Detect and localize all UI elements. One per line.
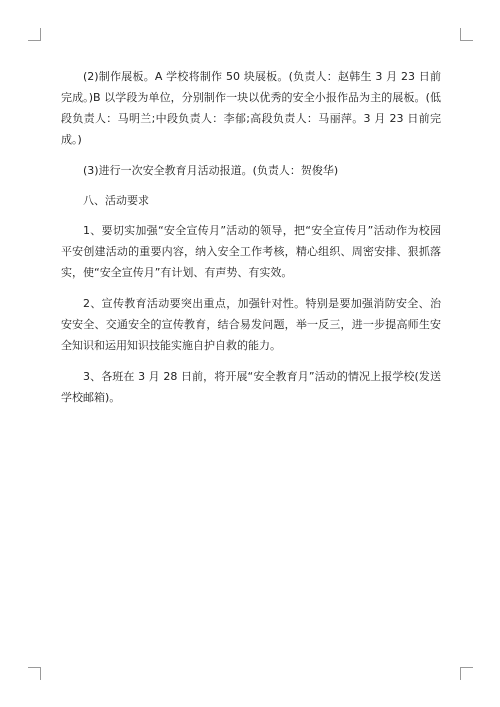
crop-mark-top-right	[460, 28, 473, 41]
document-body	[61, 66, 441, 418]
crop-mark-bottom-right	[460, 667, 473, 680]
crop-mark-bottom-left	[28, 667, 41, 680]
paragraph-requirement-3: 3、各班在 3 月 28 日前，将开展“安全教育月”活动的情况上报学校(发送学校邮箱)。	[61, 370, 441, 404]
paragraph-display-boards: (2)制作展板。A 学校将制作 50 块展板。(负责人：赵韩生 3 月 23 日前完成。)B 以学段为单位，分别制作一块以优秀的安全小报作品为主的展板。(低段负责人：马明兰;中段负责人：李郁;高段负责人：马丽萍。3 月 23 日前完成。)	[61, 70, 441, 146]
section-heading-requirements: 八、活动要求	[83, 194, 149, 207]
paragraph-requirement-2: 2、宣传教育活动要突出重点，加强针对性。特别是要加强消防安全、治安安全、交通安全的宣传教育，结合易发问题，举一反三，进一步提高师生安全知识和运用知识技能实施自护自救的能力。	[61, 297, 441, 352]
paragraph-activity-report: (3)进行一次安全教育月活动报道。(负责人：贺俊华)	[83, 164, 339, 177]
paragraph-requirement-1: 1、要切实加强“安全宣传月”活动的领导，把“安全宣传月”活动作为校园平安创建活动的重要内容，纳入安全工作考核，精心组织、周密安排、狠抓落实，使“安全宣传月”有计划、有声势、有实效。	[61, 224, 441, 279]
crop-mark-top-left	[28, 28, 41, 41]
